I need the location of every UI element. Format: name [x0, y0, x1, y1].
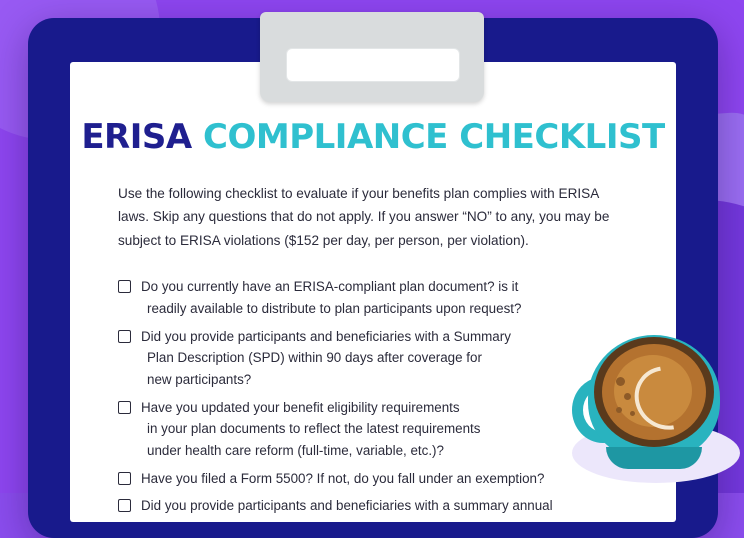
- checklist-item-text: [141, 326, 511, 391]
- list-item[interactable]: [118, 495, 676, 517]
- checklist-item-line: Do you currently have an ERISA-compliant plan document? is it: [141, 279, 519, 295]
- checklist-item-line: in your plan documents to reflect the latest requirements: [147, 421, 481, 437]
- coffee-bubble-shape: [624, 393, 631, 400]
- checkbox-icon[interactable]: [118, 401, 131, 414]
- checklist-item-text: [141, 276, 521, 319]
- checklist-item-line: Have you updated your benefit eligibility requirements: [141, 399, 460, 415]
- checklist-item-text: [141, 468, 544, 490]
- page-title-secondary: COMPLIANCE CHECKLIST: [203, 117, 665, 157]
- checklist-item-line: Did you provide participants and beneficiaries with a Summary: [141, 328, 511, 344]
- clipboard-clamp: [260, 12, 484, 102]
- coffee-bubble-shape: [616, 407, 622, 413]
- coffee-bubble-shape: [630, 411, 635, 416]
- checkbox-icon[interactable]: [118, 330, 131, 343]
- checklist-item-line: new participants?: [147, 371, 252, 387]
- checkbox-icon[interactable]: [118, 499, 131, 512]
- clipboard-clamp-slot: [286, 48, 460, 82]
- checklist-item-line: Did you provide participants and beneficiaries with a summary annual: [141, 498, 553, 514]
- checkbox-icon[interactable]: [118, 280, 131, 293]
- intro-paragraph: Use the following checklist to evaluate if your benefits plan complies with ERISA laws. Skip any questions that do not apply. If you answer “NO” to any, you may be subject to ERISA violations ($152 per day, per person, per violation).: [118, 186, 610, 248]
- checklist-item-line: under health care reform (full-time, variable, etc.)?: [147, 443, 444, 459]
- checklist-item-line: Plan Description (SPD) within 90 days after coverage for: [147, 350, 482, 366]
- checklist-item-line: Have you filed a Form 5500? If not, do you fall under an exemption?: [141, 470, 545, 486]
- page-title-primary: ERISA: [81, 117, 204, 157]
- coffee-bubble-shape: [616, 377, 625, 386]
- checklist-item-line: readily available to distribute to plan participants upon request?: [147, 300, 522, 316]
- cup-base-shape: [606, 447, 702, 469]
- checkbox-icon[interactable]: [118, 472, 131, 485]
- coffee-cup-icon: [572, 311, 740, 491]
- checklist-item-text: [141, 397, 480, 462]
- checklist-item-text: [141, 495, 553, 517]
